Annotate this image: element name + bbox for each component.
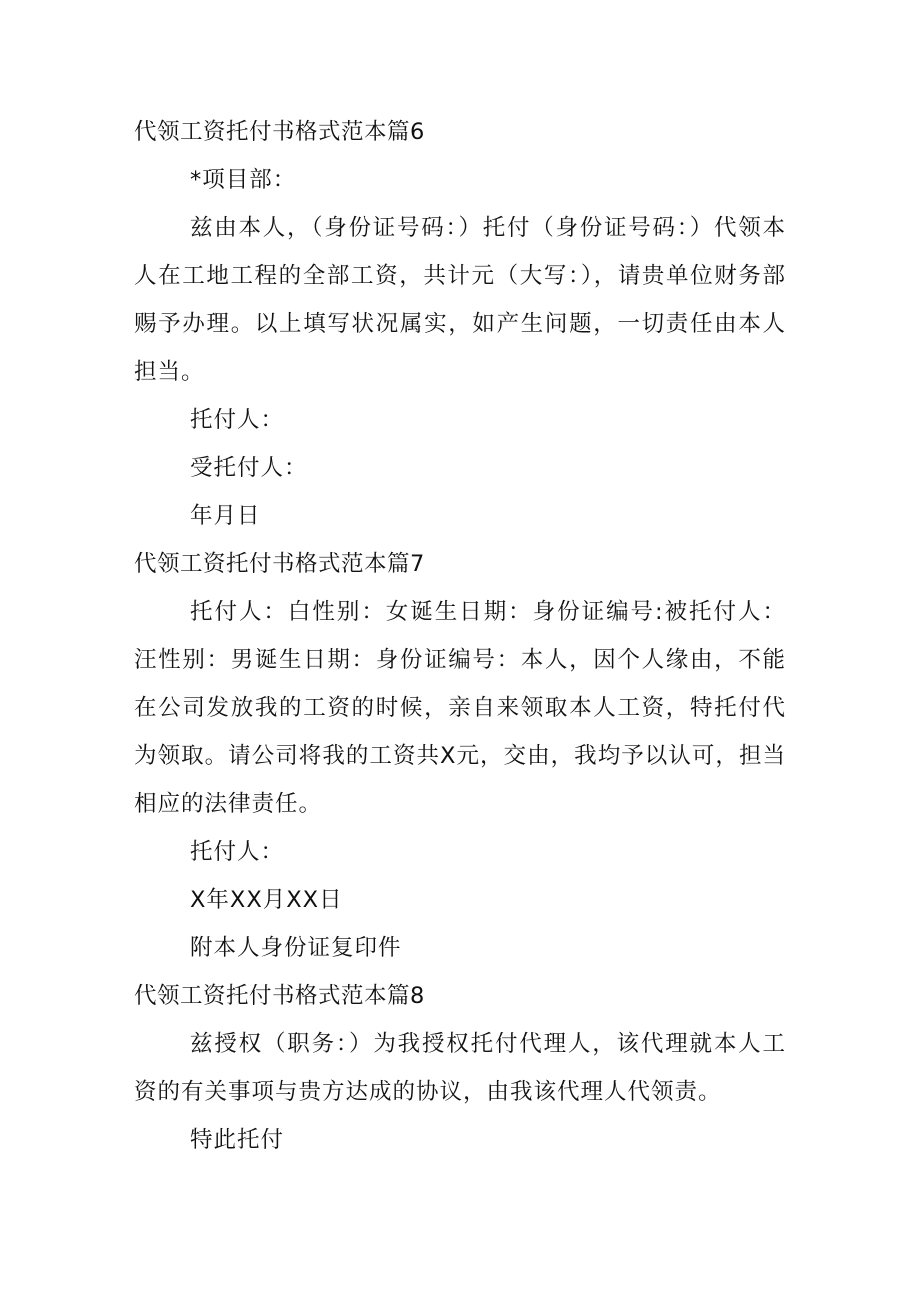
section-6-date: 年月日: [190, 503, 261, 529]
section-7-body: 托付人：白性别：女诞生日期：身份证编号:被托付人：汪性别：男诞生日期：身份证编号：本人，因个人缘由，不能在公司发放我的工资的时候，亲自来领取本人工资，特托付代为领取。请公司将我的工资共X元，交由，我均予以认可，担当相应的法律责任。: [134, 599, 786, 817]
section-8-body: 兹授权（职务：）为我授权托付代理人，该代理就本人工资的有关事项与贵方达成的协议，由我该代理人代领责。: [134, 1031, 786, 1105]
section-8-closing: 特此托付: [190, 1127, 285, 1153]
section-8-heading: 代领工资托付书格式范本篇8: [134, 983, 425, 1009]
section-6-salutation: *项目部：: [190, 167, 297, 193]
section-6-body: 兹由本人，（身份证号码：）托付（身份证号码：）代领本人在工地工程的全部工资，共计元（大写：），请贵单位财务部赐予办理。以上填写状况属实，如产生问题，一切责任由本人担当。: [134, 215, 786, 385]
section-7-attachment: 附本人身份证复印件: [190, 935, 402, 961]
section-6-trustee: 受托付人：: [190, 455, 308, 481]
section-7-date: X年XX月XX日: [190, 887, 343, 913]
document-content: [134, 108, 786, 1164]
section-6-heading: 代领工资托付书格式范本篇6: [134, 119, 425, 145]
section-7-entrustor: 托付人：: [190, 839, 285, 865]
section-7-heading: 代领工资托付书格式范本篇7: [134, 551, 425, 577]
section-6-entrustor: 托付人：: [190, 407, 285, 433]
